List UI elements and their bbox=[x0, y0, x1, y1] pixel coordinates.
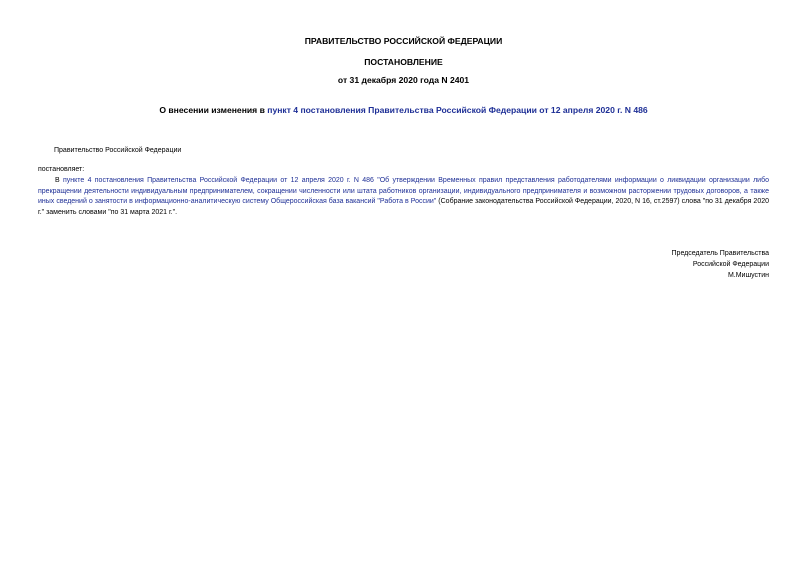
signature-block bbox=[672, 248, 769, 281]
signature-position-line2: Российской Федерации bbox=[692, 261, 769, 268]
paragraph-suffix: (Собрание законодательства Российской Федерации, 2020, N 16, ст.2597) слова "по 31 декабря 2020 г." заменить словами "по 31 марта 2021 г.". bbox=[38, 198, 769, 216]
document-type-heading: ПОСТАНОВЛЕНИЕ bbox=[364, 57, 443, 67]
date-number-heading: от 31 декабря 2020 года N 2401 bbox=[337, 75, 470, 85]
document-title-prefix: О внесении изменения в bbox=[159, 105, 268, 115]
document-title-link[interactable]: пункт 4 постановления Правительства Российской Федерации от 12 апреля 2020 г. N 486 bbox=[267, 105, 648, 115]
signature-position-line1: Председатель Правительства bbox=[671, 250, 769, 257]
paragraph-reference-link[interactable]: пункте 4 постановления Правительства Российской Федерации от 12 апреля 2020 г. N 486 "Об утверждении Временных правил представления работодателями информации о ликвидации организации либо прекращении деятельности индивидуальным предпринимателем, сокращении численности или штата работников организации, индивидуального предпринимателя и возможном расторжении трудовых договоров, а также иных сведений о занятости в информационно-аналитическую систему Общероссийская база вакансий "Работа в России" bbox=[38, 177, 769, 205]
signature-name: М.Мишустин bbox=[727, 272, 769, 279]
paragraph-prefix: В bbox=[55, 177, 63, 184]
main-paragraph bbox=[38, 176, 769, 218]
issuing-authority-heading: ПРАВИТЕЛЬСТВО РОССИЙСКОЙ ФЕДЕРАЦИИ bbox=[304, 36, 503, 46]
issuer-text: Правительство Российской Федерации bbox=[54, 147, 182, 154]
document-title bbox=[0, 105, 807, 116]
decrees-text: постановляет: bbox=[38, 166, 85, 173]
